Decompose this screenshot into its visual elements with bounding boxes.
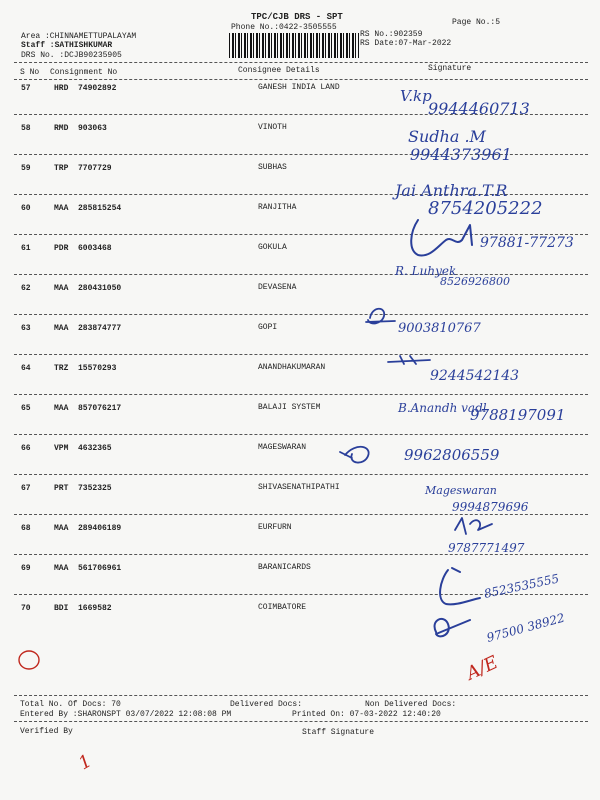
delivered-docs: Delivered Docs:: [230, 700, 303, 709]
row-consignment-no: 903063: [78, 124, 107, 133]
drs-number: DRS No. :DCJB90235905: [21, 51, 122, 60]
rs-number: RS No.:902359: [360, 30, 423, 39]
row-consignee: EURFURN: [258, 523, 292, 532]
row-code: RMD: [54, 124, 69, 133]
row-code: MAA: [54, 284, 69, 293]
row-sno: 57: [21, 84, 31, 93]
row-consignee: SHIVASENATHIPATHI: [258, 483, 340, 492]
signature-phone: 9787771497: [448, 541, 525, 555]
document-title: TPC/CJB DRS - SPT: [251, 12, 343, 22]
staff: Staff :SATHISHKUMAR: [21, 41, 113, 50]
row-sno: 70: [21, 604, 31, 613]
row-consignee: RANJITHA: [258, 203, 297, 212]
signature-phone: 9944373961: [410, 145, 512, 164]
row-code: MAA: [54, 324, 69, 333]
row-code: VPM: [54, 444, 69, 453]
row-sno: 59: [21, 164, 31, 173]
row-code: PDR: [54, 244, 69, 253]
row-consignee: VINOTH: [258, 123, 287, 132]
row-sno: 58: [21, 124, 31, 133]
rs-date: RS Date:07-Mar-2022: [360, 39, 452, 48]
staff-signature: Staff Signature: [302, 728, 375, 737]
row-sno: 65: [21, 404, 31, 413]
signature-name: Jai Anthra.T.R: [395, 181, 508, 200]
row-consignment-no: 7352325: [78, 484, 112, 493]
row-consignee: BARANICARDS: [258, 563, 311, 572]
signature-phone: 9962806559: [404, 446, 500, 464]
row-consignment-no: 857076217: [78, 404, 122, 413]
divider: [14, 721, 588, 722]
row-consignee: SUBHAS: [258, 163, 287, 172]
phone-number: Phone No.:0422-3505555: [231, 23, 337, 32]
row-consignee: COIMBATORE: [258, 603, 307, 612]
entered-by: Entered By :SHARONSPT 03/07/2022 12:08:08 PM: [20, 710, 232, 719]
row-consignment-no: 561706961: [78, 564, 122, 573]
row-consignment-no: 4632365: [78, 444, 112, 453]
signature-phone: 9994879696: [452, 500, 529, 514]
row-sno: 67: [21, 484, 31, 493]
verified-by: Verified By: [20, 727, 73, 736]
row-70-circle: [19, 651, 39, 669]
row-consignment-no: 280431050: [78, 284, 122, 293]
signature-name: B.Anandh vadl: [398, 401, 487, 415]
signature-phone: 8754205222: [428, 198, 543, 219]
col-consignment: Consignment No: [50, 68, 118, 77]
row-consignment-no: 289406189: [78, 524, 122, 533]
row-sno: 60: [21, 204, 31, 213]
col-sno: S No: [20, 68, 40, 77]
row-code: TRP: [54, 164, 69, 173]
row-consignment-no: 6003468: [78, 244, 112, 253]
row-consignment-no: 285815254: [78, 204, 122, 213]
row-sno: 69: [21, 564, 31, 573]
non-delivered-docs: Non Delivered Docs:: [365, 700, 457, 709]
signature-phone: 9244542143: [430, 368, 520, 384]
signature-name: R. Luhyek: [395, 264, 457, 278]
row-sno: 63: [21, 324, 31, 333]
row-consignee: GANESH INDIA LAND: [258, 83, 340, 92]
row-code: TRZ: [54, 364, 69, 373]
row-consignment-no: 15570293: [78, 364, 117, 373]
red-annotation: A/E: [463, 651, 502, 685]
row-consignee: MAGESWARAN: [258, 443, 307, 452]
signature-phone: 8523535555: [482, 571, 561, 601]
total-docs: Total No. Of Docs: 70: [20, 700, 121, 709]
row-code: PRT: [54, 484, 69, 493]
row-sno: 64: [21, 364, 31, 373]
col-consignee: Consignee Details: [238, 66, 320, 75]
row-sno: 62: [21, 284, 31, 293]
signature-name: Mageswaran: [425, 484, 497, 497]
signature-scrawl: [411, 220, 472, 255]
row-code: BDI: [54, 604, 69, 613]
signature-scrawl: [340, 447, 369, 463]
row-consignee: DEVASENA: [258, 283, 297, 292]
row-consignee: ANANDHAKUMARAN: [258, 363, 326, 372]
signature-scrawl: [435, 619, 470, 636]
row-code: MAA: [54, 204, 69, 213]
row-consignment-no: 1669582: [78, 604, 112, 613]
divider: [14, 695, 588, 696]
row-code: MAA: [54, 404, 69, 413]
row-consignee: GOKULA: [258, 243, 287, 252]
page-number: Page No.:5: [452, 18, 501, 27]
signature-scrawl: [440, 568, 480, 604]
row-sno: 61: [21, 244, 31, 253]
signature-phone: 9944460713: [428, 99, 530, 118]
row-code: MAA: [54, 524, 69, 533]
signature-phone: 8526926800: [440, 275, 510, 288]
signature-scrawl: [388, 356, 430, 364]
row-consignment-no: 283874777: [78, 324, 122, 333]
row-consignee: GOPI: [258, 323, 278, 332]
printed-on: Printed On: 07-03-2022 12:40:20: [292, 710, 441, 719]
signature-scrawl: [366, 309, 395, 324]
row-code: MAA: [54, 564, 69, 573]
row-consignee: BALAJI SYSTEM: [258, 403, 321, 412]
signature-phone: 9003810767: [398, 321, 481, 336]
signature-scrawl: [455, 518, 492, 534]
signature-phone: 97881-77273: [480, 235, 574, 251]
signature-name: V.kp: [400, 87, 432, 105]
signature-name: Sudha .M: [408, 127, 486, 146]
verified-mark: 1: [75, 750, 96, 775]
row-code: HRD: [54, 84, 69, 93]
row-consignment-no: 7707729: [78, 164, 112, 173]
row-sno: 66: [21, 444, 31, 453]
row-sno: 68: [21, 524, 31, 533]
signature-phone: 9788197091: [470, 406, 566, 424]
row-consignment-no: 74902892: [78, 84, 117, 93]
area: Area :CHINNAMETTUPALAYAM: [21, 32, 137, 41]
signature-phone: 97500 38922: [485, 610, 567, 645]
col-signature: Signature: [428, 64, 472, 73]
